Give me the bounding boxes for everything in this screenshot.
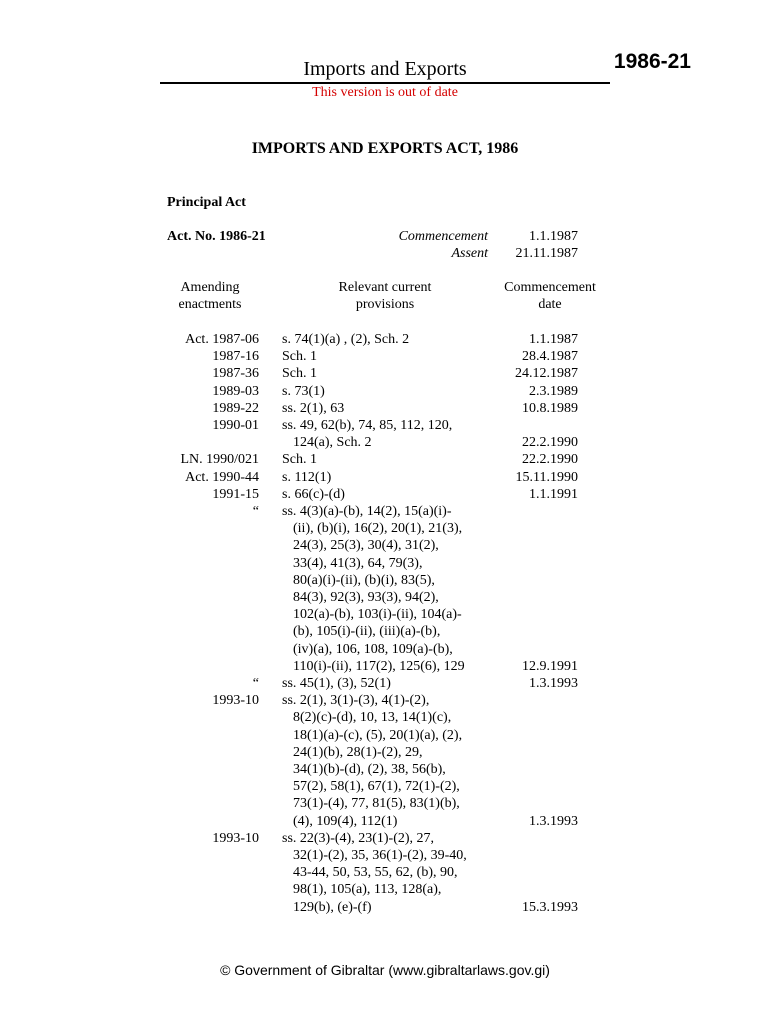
provision-line bbox=[0, 744, 770, 761]
provisions-cell: 84(3), 92(3), 93(3), 94(2), bbox=[293, 590, 439, 605]
col-header-commencement-line1: Commencement bbox=[504, 280, 596, 295]
commencement-date-cell: 1.1.1987 bbox=[529, 332, 578, 347]
provisions-cell: 33(4), 41(3), 64, 79(3), bbox=[293, 555, 423, 571]
date-row bbox=[0, 383, 770, 400]
commencement-date-cell: 12.9.1991 bbox=[522, 658, 578, 674]
enactment-cell: “ bbox=[252, 676, 259, 691]
date-row bbox=[0, 434, 770, 451]
provision-line bbox=[0, 830, 770, 847]
act-code: 1986-21 bbox=[613, 50, 691, 73]
provisions-cell: 57(2), 58(1), 67(1), 72(1)-(2), bbox=[293, 779, 460, 795]
provisions-cell: ss. 2(1), 63 bbox=[282, 400, 345, 416]
commencement-date-cell: 2.3.1989 bbox=[529, 383, 578, 399]
date-row bbox=[0, 348, 770, 365]
commencement-label: Commencement bbox=[398, 229, 488, 244]
provisions-cell: (iv)(a), 106, 108, 109(a)-(b), bbox=[293, 641, 453, 657]
col-header-commencement-line2: date bbox=[538, 297, 562, 312]
col-header-provisions-line2: provisions bbox=[355, 297, 415, 312]
provisions-cell: 98(1), 105(a), 113, 128(a), bbox=[293, 882, 442, 898]
commencement-date-cell: 22.2.1990 bbox=[522, 452, 578, 468]
header-title: Imports and Exports bbox=[303, 58, 467, 80]
provisions-cell: 24(3), 25(3), 30(4), 31(2), bbox=[293, 538, 439, 554]
provisions-cell: (4), 109(4), 112(1) bbox=[293, 813, 398, 829]
date-row bbox=[0, 365, 770, 382]
date-row bbox=[0, 400, 770, 417]
header-rule bbox=[160, 82, 610, 84]
outdated-notice: This version is out of date bbox=[312, 85, 458, 100]
provision-line bbox=[0, 417, 770, 434]
date-row bbox=[0, 813, 770, 830]
col-header-provisions-line1: Relevant current bbox=[338, 280, 432, 295]
commencement-date-cell: 15.3.1993 bbox=[522, 899, 578, 915]
enactment-cell: 1987-16 bbox=[212, 349, 259, 365]
col-header-enactments-line1: Amending bbox=[180, 280, 240, 295]
provision-line bbox=[0, 537, 770, 554]
provisions-cell: Sch. 1 bbox=[282, 452, 317, 468]
assent-date: 21.11.1987 bbox=[515, 246, 578, 261]
provisions-cell: 110(i)-(ii), 117(2), 125(6), 129 bbox=[293, 658, 465, 674]
commencement-date-cell: 15.11.1990 bbox=[515, 469, 578, 485]
commencement-date-cell: 1.3.1993 bbox=[529, 813, 578, 829]
provision-line bbox=[0, 520, 770, 537]
enactment-cell: 1993-10 bbox=[212, 830, 259, 846]
provision-line bbox=[0, 847, 770, 864]
enactment-cell: Act. 1987-06 bbox=[185, 332, 259, 347]
provisions-cell: 24(1)(b), 28(1)-(2), 29, bbox=[293, 744, 423, 760]
provision-line bbox=[0, 555, 770, 572]
enactment-cell: 1990-01 bbox=[212, 418, 259, 433]
commencement-date-cell: 22.2.1990 bbox=[522, 435, 578, 451]
enactment-cell: LN. 1990/021 bbox=[180, 452, 259, 468]
date-row bbox=[0, 675, 770, 692]
col-header-provisions bbox=[310, 279, 460, 313]
enactment-cell: 1987-36 bbox=[212, 366, 259, 382]
commencement-date-cell: 28.4.1987 bbox=[522, 349, 578, 365]
enactment-cell: Act. 1990-44 bbox=[185, 469, 259, 485]
enactment-cell: 1989-22 bbox=[212, 400, 259, 416]
date-row bbox=[0, 486, 770, 503]
provisions-cell: Sch. 1 bbox=[282, 349, 317, 365]
provisions-cell: 32(1)-(2), 35, 36(1)-(2), 39-40, bbox=[293, 848, 467, 863]
provisions-cell: Sch. 1 bbox=[282, 366, 317, 382]
enactment-cell: 1993-10 bbox=[212, 693, 259, 709]
commencement-date-cell: 1.3.1993 bbox=[529, 676, 578, 691]
col-header-enactments bbox=[160, 279, 260, 313]
date-row bbox=[0, 469, 770, 486]
enactment-cell: 1989-03 bbox=[212, 383, 259, 399]
provisions-cell: ss. 2(1), 3(1)-(3), 4(1)-(2), bbox=[282, 693, 430, 709]
provisions-cell: ss. 45(1), (3), 52(1) bbox=[282, 676, 391, 691]
provision-line bbox=[0, 606, 770, 623]
provisions-cell: s. 73(1) bbox=[282, 383, 325, 399]
provision-line bbox=[0, 641, 770, 658]
provision-line bbox=[0, 864, 770, 881]
provision-line bbox=[0, 881, 770, 898]
act-number: Act. No. 1986-21 bbox=[167, 229, 266, 244]
provision-line bbox=[0, 623, 770, 640]
provision-line bbox=[0, 761, 770, 778]
provisions-cell: (ii), (b)(i), 16(2), 20(1), 21(3), bbox=[293, 521, 463, 537]
commencement-date: 1.1.1987 bbox=[529, 229, 578, 244]
provisions-cell: s. 74(1)(a) , (2), Sch. 2 bbox=[282, 332, 410, 347]
enactment-cell: 1991-15 bbox=[212, 486, 259, 502]
assent-label: Assent bbox=[451, 246, 488, 261]
provision-line bbox=[0, 795, 770, 812]
provisions-cell: s. 66(c)-(d) bbox=[282, 486, 345, 502]
provisions-cell: ss. 22(3)-(4), 23(1)-(2), 27, bbox=[282, 830, 435, 846]
provisions-cell: 34(1)(b)-(d), (2), 38, 56(b), bbox=[293, 762, 446, 777]
provisions-cell: 73(1)-(4), 77, 81(5), 83(1)(b), bbox=[293, 796, 460, 812]
date-row bbox=[0, 658, 770, 675]
provisions-cell: ss. 4(3)(a)-(b), 14(2), 15(a)(i)- bbox=[282, 504, 452, 519]
principal-act-heading: Principal Act bbox=[167, 195, 246, 210]
provisions-cell: 102(a)-(b), 103(i)-(ii), 104(a)- bbox=[293, 607, 462, 623]
commencement-date-cell: 10.8.1989 bbox=[522, 400, 578, 416]
col-header-enactments-line2: enactments bbox=[178, 297, 242, 312]
provision-line bbox=[0, 503, 770, 520]
enactment-cell: “ bbox=[252, 504, 259, 519]
date-row bbox=[0, 899, 770, 916]
commencement-date-cell: 24.12.1987 bbox=[515, 366, 578, 382]
provisions-cell: 80(a)(i)-(ii), (b)(i), 83(5), bbox=[293, 572, 435, 588]
act-title: IMPORTS AND EXPORTS ACT, 1986 bbox=[251, 140, 519, 157]
provisions-cell: 18(1)(a)-(c), (5), 20(1)(a), (2), bbox=[293, 727, 463, 743]
provisions-cell: ss. 49, 62(b), 74, 85, 112, 120, bbox=[282, 418, 453, 433]
date-row bbox=[0, 331, 770, 348]
provision-line bbox=[0, 692, 770, 709]
provisions-cell: 8(2)(c)-(d), 10, 13, 14(1)(c), bbox=[293, 710, 452, 726]
provisions-cell: 43-44, 50, 53, 55, 62, (b), 90, bbox=[293, 865, 458, 881]
provisions-cell: s. 112(1) bbox=[282, 469, 332, 485]
col-header-commencement bbox=[495, 279, 605, 313]
provisions-cell: 124(a), Sch. 2 bbox=[293, 435, 372, 451]
provisions-cell: (b), 105(i)-(ii), (iii)(a)-(b), bbox=[293, 624, 441, 640]
provisions-cell: 129(b), (e)-(f) bbox=[293, 899, 372, 915]
provision-line bbox=[0, 778, 770, 795]
provision-line bbox=[0, 727, 770, 744]
provision-line bbox=[0, 709, 770, 726]
date-row bbox=[0, 451, 770, 468]
provision-line bbox=[0, 572, 770, 589]
commencement-date-cell: 1.1.1991 bbox=[529, 486, 578, 502]
provision-line bbox=[0, 589, 770, 606]
footer-copyright: © Government of Gibraltar (www.gibraltarlaws.gov.gi) bbox=[220, 962, 550, 978]
